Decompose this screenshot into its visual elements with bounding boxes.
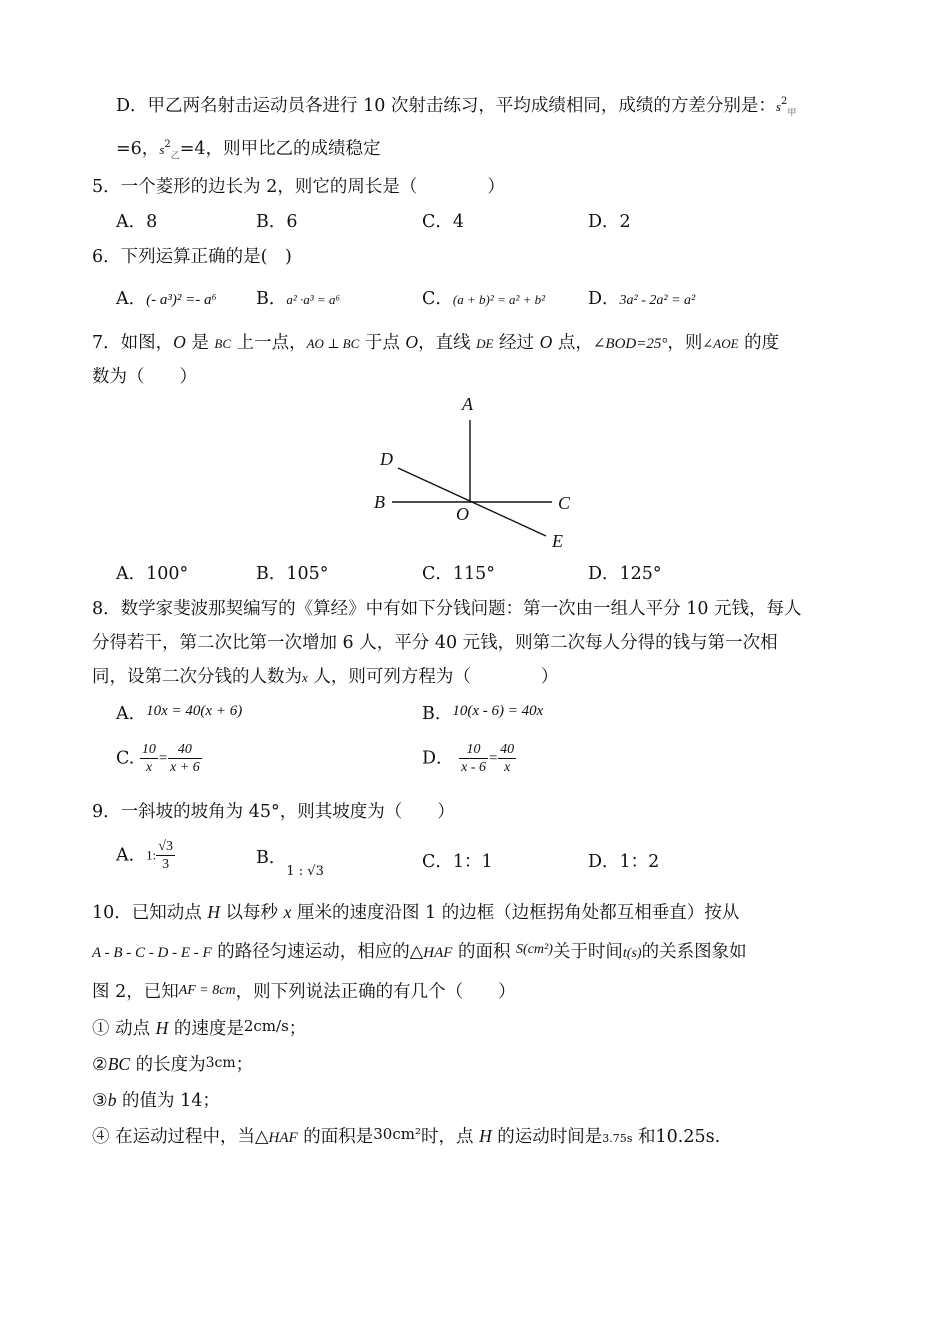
q10-text: ； [235,1055,254,1075]
q10-text: 的路径匀速运动，相应的△ [211,942,424,962]
q6-option-a [116,287,217,312]
denominator: 3 [162,857,170,872]
q9-option-c: C．1：1 [422,852,493,872]
q10-text: ； [288,1019,307,1039]
q10-text: ① 动点 [92,1019,156,1039]
q7-text: 于点 [359,333,406,353]
numerator: 10 [459,741,488,759]
q8-option-b-expr: 10(x - 6) = 40x [452,703,544,719]
q10-text: 的面积是 [297,1127,374,1147]
q4-option-d-line2 [116,137,381,162]
q10-text: 图 2，已知 [92,982,179,1002]
q8-option-b [422,702,543,727]
denominator: x [504,760,511,775]
area-value: 30cm² [373,1125,421,1143]
q6-option-d-expr: 3a² - 2a² = a² [619,293,696,308]
q7-figure [360,390,590,555]
q10-text: 的运动时间是 [491,1127,603,1147]
q7-option-a: A．100° [116,564,189,584]
triangle-haf: HAF [268,1130,298,1146]
option-label: C. [116,748,135,769]
q9-option-b-expr: 1 : √3 [286,864,324,879]
superscript: 2 [780,96,788,108]
time-unit: t(s) [622,946,642,961]
label-c: C [558,493,571,513]
q7-text: 上一点， [231,333,307,353]
label-d: D [380,449,393,469]
q8-option-c [116,741,202,776]
point-h: H [155,1018,169,1038]
angle-bod: ∠BOD=25° [592,336,668,352]
equals-sign: = [488,750,499,767]
q10-stem-line3 [92,980,516,1006]
q10-text: 时，点 [421,1127,480,1147]
point-o: O [539,332,553,352]
q10-statement-1 [92,1016,306,1041]
fraction [156,838,175,873]
point-o: O [405,332,419,352]
option-label: A． [116,704,147,724]
point-o: O [173,332,186,352]
q10-text: . [714,1127,721,1147]
q9-option-d: D．1：2 [588,852,660,872]
q10-stem-line2 [92,940,747,966]
variance-symbol: s [775,99,781,114]
q9-option-b [256,848,324,879]
q10-text: 关于时间 [552,942,623,962]
triangle-haf: HAF [423,945,453,961]
perpendicular-expr: AO ⊥ BC [306,336,360,351]
q6-option-c-expr: (a + b)² = a² + b² [452,292,546,307]
option-label: A． [116,289,147,309]
q7-text: 的度 [738,333,780,353]
numerator: 40 [500,742,515,757]
bc-length: 3cm [205,1055,236,1071]
q4-text: =4，则甲比乙的成绩稳定 [179,139,381,159]
option-label: C． [422,289,453,309]
angle-aoe: ∠AOE [702,336,739,351]
q8-text: 人，则可列方程为（ ） [307,667,559,687]
segment-bc: BC [107,1054,131,1074]
q10-text: ，则下列说法正确的有几个（ ） [235,982,516,1002]
time-value-1: 3.75s [602,1132,633,1145]
q6-option-d [588,287,695,313]
q6-option-c [422,287,545,312]
q4-option-d-text: D．甲乙两名射击运动员各进行 10 次射击练习，平均成绩相同，成绩的方差分别是： [116,96,776,116]
q8-text: 同，设第二次分钱的人数为 [92,667,302,687]
superscript: 2 [164,139,171,151]
q5-stem: 5．一个菱形的边长为 2，则它的周长是（ ） [92,177,505,197]
variable-b: b [107,1090,117,1110]
q7-text: 经过 [493,333,540,353]
variance-symbol: s [159,142,165,157]
q5-option-c: C．4 [422,212,465,232]
q4-text: =6， [116,139,160,159]
path-expr: A - B - C - D - E - F [92,945,212,961]
subscript-jia: 甲 [787,108,797,119]
label-a: A [462,394,473,414]
q6-stem: 6．下列运算正确的是( ) [92,247,292,267]
q7-text: ，则 [667,333,703,353]
speed-value: 2cm/s [243,1017,289,1035]
ratio-prefix: 1: [146,847,157,863]
q10-statement-4 [92,1124,720,1151]
denominator: x + 6 [170,760,200,775]
q8-option-a [116,702,242,727]
fraction [459,741,488,776]
denominator: x - 6 [461,760,486,775]
point-h: H [479,1126,492,1146]
q8-stem-line2: 分得若干，第二次比第一次增加 6 人，平分 40 元钱，则第二次每人分得的钱与第一次相 [92,633,778,653]
q10-text: 的长度为 [130,1055,206,1075]
numerator: √3 [158,839,173,854]
q9-stem: 9．一斜坡的坡角为 45°，则其坡度为（ ） [92,802,455,822]
q8-stem-line3 [92,665,558,690]
option-label: D． [588,289,620,309]
label-o: O [456,504,469,524]
point-h: H [207,902,220,922]
label-e: E [552,531,563,551]
q10-text: ③ [92,1091,108,1111]
numerator: 10 [141,742,156,757]
q5-option-b: B．6 [256,212,298,232]
q7-text: 点， [552,333,593,353]
q8-stem-line1: 8．数学家斐波那契编写的《算经》中有如下分钱问题：第一次由一组人平分 10 元钱，每人 [92,599,802,619]
option-label: B． [256,289,287,309]
fraction [168,741,202,776]
q6-option-b [256,287,340,312]
option-label: A． [116,845,147,866]
q10-text: ④ 在运动过程中，当△ [92,1127,269,1147]
fraction [140,741,158,776]
q10-text: 的值为 14； [116,1091,220,1111]
denominator: x [145,760,153,775]
q8-option-d [422,741,516,776]
time-value-2: 10.25s [655,1127,715,1147]
q7-text: ，直线 [418,333,477,353]
option-label: B． [256,848,287,868]
label-b: B [374,492,385,512]
equals-sign: = [157,750,169,767]
q10-text: 以每秒 [219,903,284,923]
subscript-yi: 乙 [170,151,180,162]
q10-text: 厘米的速度沿图 1 的边框（边框拐角处都互相垂直）按从 [291,903,740,923]
line-de: DE [476,336,494,351]
variable-x: x [283,902,292,922]
area-unit: S(cm²) [516,942,553,957]
q5-option-d: D．2 [588,212,631,232]
q4-option-d-line1 [116,94,796,119]
variable-x: x [302,670,308,685]
segment-bc: BC [214,336,232,351]
q10-text: 和 [632,1127,656,1147]
q7-option-b: B．105° [256,564,329,584]
q6-option-b-expr: a² ·a³ = a⁶ [286,292,340,307]
q7-text: 是 [185,333,215,353]
q5-option-a: A．8 [116,212,158,232]
q10-text: 的面积 [452,942,517,962]
option-label: D． [422,748,454,769]
q10-text: ② [92,1055,108,1075]
q9-option-a [116,838,175,873]
q7-option-d: D．125° [588,564,662,584]
q7-stem-line2: 数为（ ） [92,367,197,387]
q10-statement-2 [92,1052,253,1078]
numerator: 40 [168,741,202,759]
q7-stem-line1 [92,330,779,356]
q7-text: 7．如图， [92,333,174,353]
af-length: AF = 8cm [178,983,236,998]
q10-text: 的速度是 [168,1019,244,1039]
q6-option-a-expr: (- a³)² =- a⁶ [146,292,217,308]
q10-stem-line1 [92,900,739,925]
q10-text: 10．已知动点 [92,903,208,923]
q10-statement-3 [92,1088,220,1113]
q8-option-a-expr: 10x = 40(x + 6) [146,703,243,719]
q7-option-c: C．115° [422,564,496,584]
fraction [498,741,516,776]
option-label: B． [422,704,453,724]
q10-text: 的关系图象如 [641,942,747,962]
